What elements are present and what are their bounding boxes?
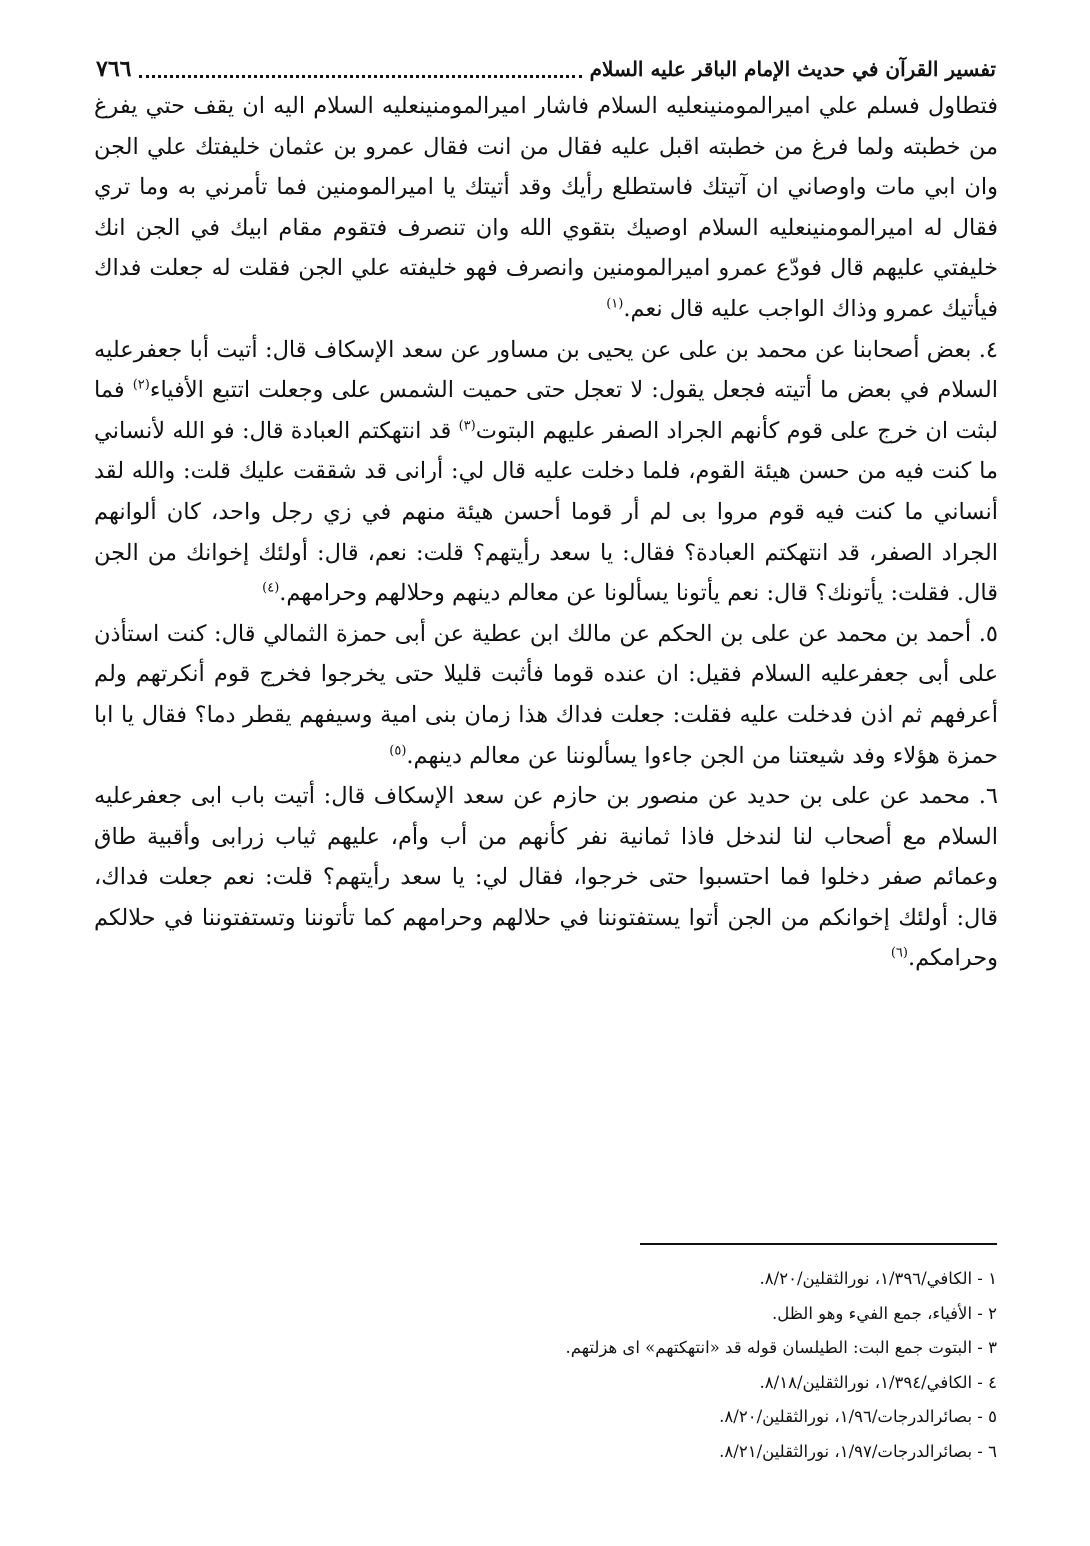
footnote-item: ٢ - الأفياء، جمع الفيء وهو الظل. xyxy=(772,1303,997,1323)
paragraph-text: فما لبثت ان خرج على قوم كأنهم الجراد الصفر عليهم البتوت xyxy=(94,377,998,444)
footnote-ref-3: (٣) xyxy=(458,418,476,434)
footnote-separator xyxy=(640,1243,997,1245)
paragraph-text: ٥. أحمد بن محمد عن على بن الحكم عن مالك ابن عطية عن أبى حمزة الثمالي قال: كنت استأذن على أبى جعفرعليه السلام فقيل: ان عنده قوما فأثبت قليلا حتى يخرجوا فخرج قوم أنكرتهم ولم أعرفهم ثم اذن فدخلت عليه فقلت: جعلت فداك هذا زمان بنى امية وسيفهم يقطر دما؟ فقال يا ابا حمزة هؤلاء وفد شيعتنا من الجن جاءوا يسألوننا عن معالم دينهم. xyxy=(94,620,998,769)
paragraph-continuation xyxy=(94,86,998,330)
main-text xyxy=(94,86,998,979)
paragraph-text: فتطاول فسلم علي اميرالمومنينعليه السلام فاشار اميرالمومنينعليه السلام اليه ان يقف حتي يفرغ من خطبته ولما فرغ من خطبته اقبل عليه فقال من انت فقال عمرو بن عثمان خليفتك علي الجن وان ابي مات واوصاني ان آتيتك فاستطلع رأيك وقد أتيتك يا اميرالمومنين فما تأمرني به وما تري فقال له اميرالمومنينعليه السلام اوصيك بتقوي الله وان تنصرف فتقوم مقام ابيك في الجن انك خليفتي عليهم قال فودّع عمرو اميرالمومنين وانصرف فهو خليفته علي الجن فقلت له جعلت فداك فيأتيك عمرو وذاك الواجب عليه قال نعم. xyxy=(94,93,998,322)
running-header xyxy=(96,52,996,86)
running-title: تفسير القرآن في حديث الإمام الباقر عليه السلام xyxy=(589,57,996,81)
paragraph-text: ٤. بعض أصحابنا عن محمد بن على عن يحيى بن مساور عن سعد الإسكاف قال: أتيت أبا جعفرعليه السلام في بعض ما أتيته فجعل يقول: لا تعجل حتى حميت الشمس على وجعلت اتتبع الأفياء xyxy=(94,336,998,404)
footnotes xyxy=(400,1262,997,1469)
footnote-item: ٦ - بصائرالدرجات/١/٩٧، نورالثقلين/٨/٢١. xyxy=(719,1441,997,1461)
paragraph-text: قد انتهكتم العبادة قال: فو الله لأنساني ما كنت فيه من حسن هيئة القوم، فلما دخلت عليه قال لي: أرانى قد شققت عليك قلت: والله لقد أنساني ما كنت فيه قوم مروا بى لم أر قوما أحسن هيئة منهم في زي رجل واحد، كان ألوانهم الجراد الصفر، قد انتهكتم العبادة؟ فقال: يا سعد رأيتهم؟ قلت: نعم، قال: أولئك إخوانك من الجن قال. فقلت: يأتونك؟ قال: نعم يأتونا يسألونا عن معالم دينهم وحلالهم وحرامهم. xyxy=(94,417,999,607)
footnote-ref-6: (٦) xyxy=(890,945,908,961)
footnote-item: ١ - الكافي/١/٣٩٦، نورالثقلين/٨/٢٠. xyxy=(759,1269,997,1288)
hadith-5 xyxy=(94,614,998,776)
footnote-ref-2: (٢) xyxy=(132,377,150,393)
hadith-4 xyxy=(94,330,998,614)
footnote-item: ٣ - البتوت جمع البت: الطيلسان قوله قد «انتهكتهم» اى هزلتهم. xyxy=(565,1338,997,1357)
hadith-6 xyxy=(94,776,998,979)
paragraph-text: ٦. محمد عن على بن حديد عن منصور بن حازم عن سعد الإسكاف قال: أتيت باب ابى جعفرعليه السلام مع أصحاب لنا لندخل فاذا ثمانية نفر كأنهم من أب وأم، عليهم ثياب زرابى وأقبية طاق وعمائم صفر دخلوا فما احتسبوا حتى خرجوا، فقال لي: يا سعد رأيتهم؟ قلت: نعم جعلت فداك، قال: أولئك إخوانكم من الجن أتوا يستفتوننا في حلالهم وحرامهم كما تأتوننا وتستفتوننا في حلالكم وحرامكم. xyxy=(94,783,998,972)
footnote-ref-1: (١) xyxy=(606,296,624,312)
footnote-item: ٥ - بصائرالدرجات/١/٩٦، نورالثقلين/٨/٢٠. xyxy=(719,1407,997,1426)
footnote-ref-4: (٤) xyxy=(262,580,280,596)
page-number: ٧٦٦ xyxy=(96,56,132,82)
footnote-item: ٤ - الكافي/١/٣٩٤، نورالثقلين/٨/١٨. xyxy=(759,1372,997,1392)
footnote-ref-5: (٥) xyxy=(389,743,407,758)
header-dot-leader xyxy=(139,61,581,78)
